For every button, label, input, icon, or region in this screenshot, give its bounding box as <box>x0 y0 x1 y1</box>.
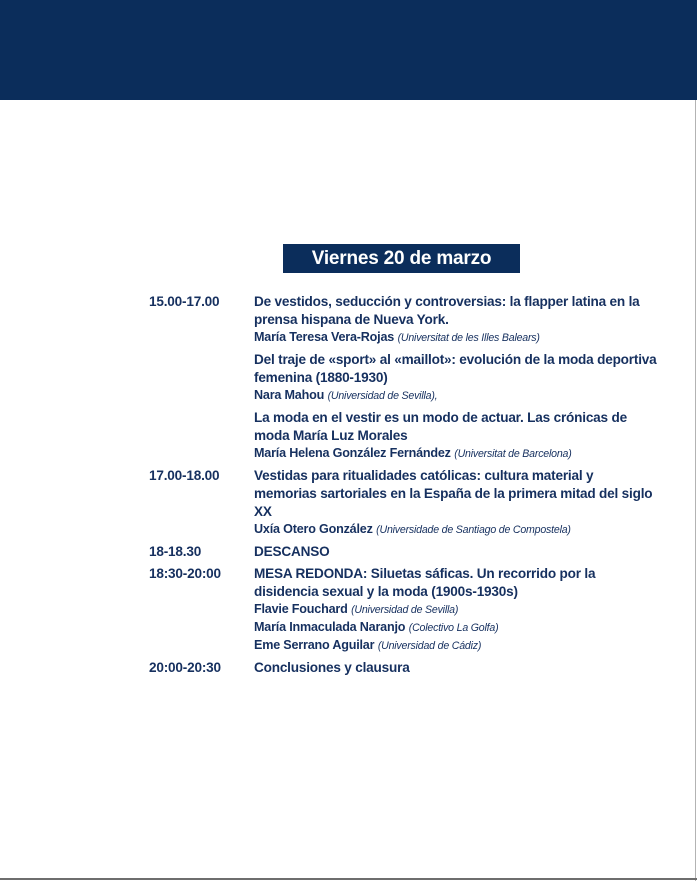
talk-title: MESA REDONDA: Siluetas sáficas. Un recorrido por la disidencia sexual y la moda (1900s-1930s) <box>254 566 596 599</box>
talk-title: De vestidos, seducción y controversias: la flapper latina en la prensa hispana de Nueva York. <box>254 294 640 327</box>
session-content <box>254 543 659 565</box>
speaker-line <box>254 601 659 619</box>
session-content <box>254 467 659 543</box>
talk <box>254 565 659 655</box>
schedule-row <box>149 659 659 681</box>
talk <box>254 409 659 463</box>
talk <box>254 467 659 539</box>
talk-title: Vestidas para ritualidades católicas: cultura material y memorias sartoriales en la España de la primera mitad del siglo XX <box>254 468 653 519</box>
talk-title: La moda en el vestir es un modo de actuar. Las crónicas de moda María Luz Morales <box>254 410 627 443</box>
talk-title: Del traje de «sport» al «maillot»: evolución de la moda deportiva femenina (1880-1930) <box>254 352 657 385</box>
talk <box>254 543 659 561</box>
speaker-name: María Inmaculada Naranjo <box>254 620 406 634</box>
talk-title: Conclusiones y clausura <box>254 660 410 675</box>
speaker-name: María Helena González Fernández <box>254 446 451 460</box>
speaker-affiliation: (Universidad de Sevilla), <box>327 390 438 402</box>
speaker-name: Flavie Fouchard <box>254 602 348 616</box>
day-title: Viernes 20 de marzo <box>283 244 520 273</box>
page-edge-line <box>695 100 696 881</box>
schedule-row <box>149 565 659 659</box>
speaker-line <box>254 637 659 655</box>
speaker-affiliation: (Universitat de les Illes Balears) <box>397 332 540 344</box>
session-content <box>254 293 659 467</box>
speaker-affiliation: (Universidade de Santiago de Compostela) <box>376 524 571 536</box>
speaker-affiliation: (Universitat de Barcelona) <box>454 448 572 460</box>
session-content <box>254 659 659 681</box>
session-time: 15.00-17.00 <box>149 294 220 309</box>
bottom-rule <box>0 878 697 880</box>
session-time: 17.00-18.00 <box>149 468 220 483</box>
speaker-affiliation: (Colectivo La Golfa) <box>408 622 499 634</box>
speaker-affiliation: (Universidad de Sevilla) <box>351 604 459 616</box>
session-time: 18-18.30 <box>149 544 202 559</box>
speaker-name: Nara Mahou <box>254 388 325 402</box>
session-time: 18:30-20:00 <box>149 566 221 581</box>
schedule-row <box>149 543 659 565</box>
schedule-row <box>149 293 659 467</box>
talk <box>254 351 659 405</box>
speaker-name: Eme Serrano Aguilar <box>254 638 375 652</box>
schedule <box>149 293 659 681</box>
talk <box>254 659 659 677</box>
speaker-affiliation: (Universidad de Cádiz) <box>377 640 482 652</box>
speaker-line <box>254 521 659 539</box>
speaker-line <box>254 445 659 463</box>
header-band <box>0 0 697 100</box>
speaker-name: María Teresa Vera-Rojas <box>254 330 395 344</box>
speaker-line <box>254 387 659 405</box>
talk <box>254 293 659 347</box>
speaker-line <box>254 329 659 347</box>
speaker-name: Uxía Otero González <box>254 522 373 536</box>
speaker-line <box>254 619 659 637</box>
talk-title: DESCANSO <box>254 544 330 559</box>
session-time: 20:00-20:30 <box>149 660 221 675</box>
schedule-row <box>149 467 659 543</box>
session-content <box>254 565 659 659</box>
